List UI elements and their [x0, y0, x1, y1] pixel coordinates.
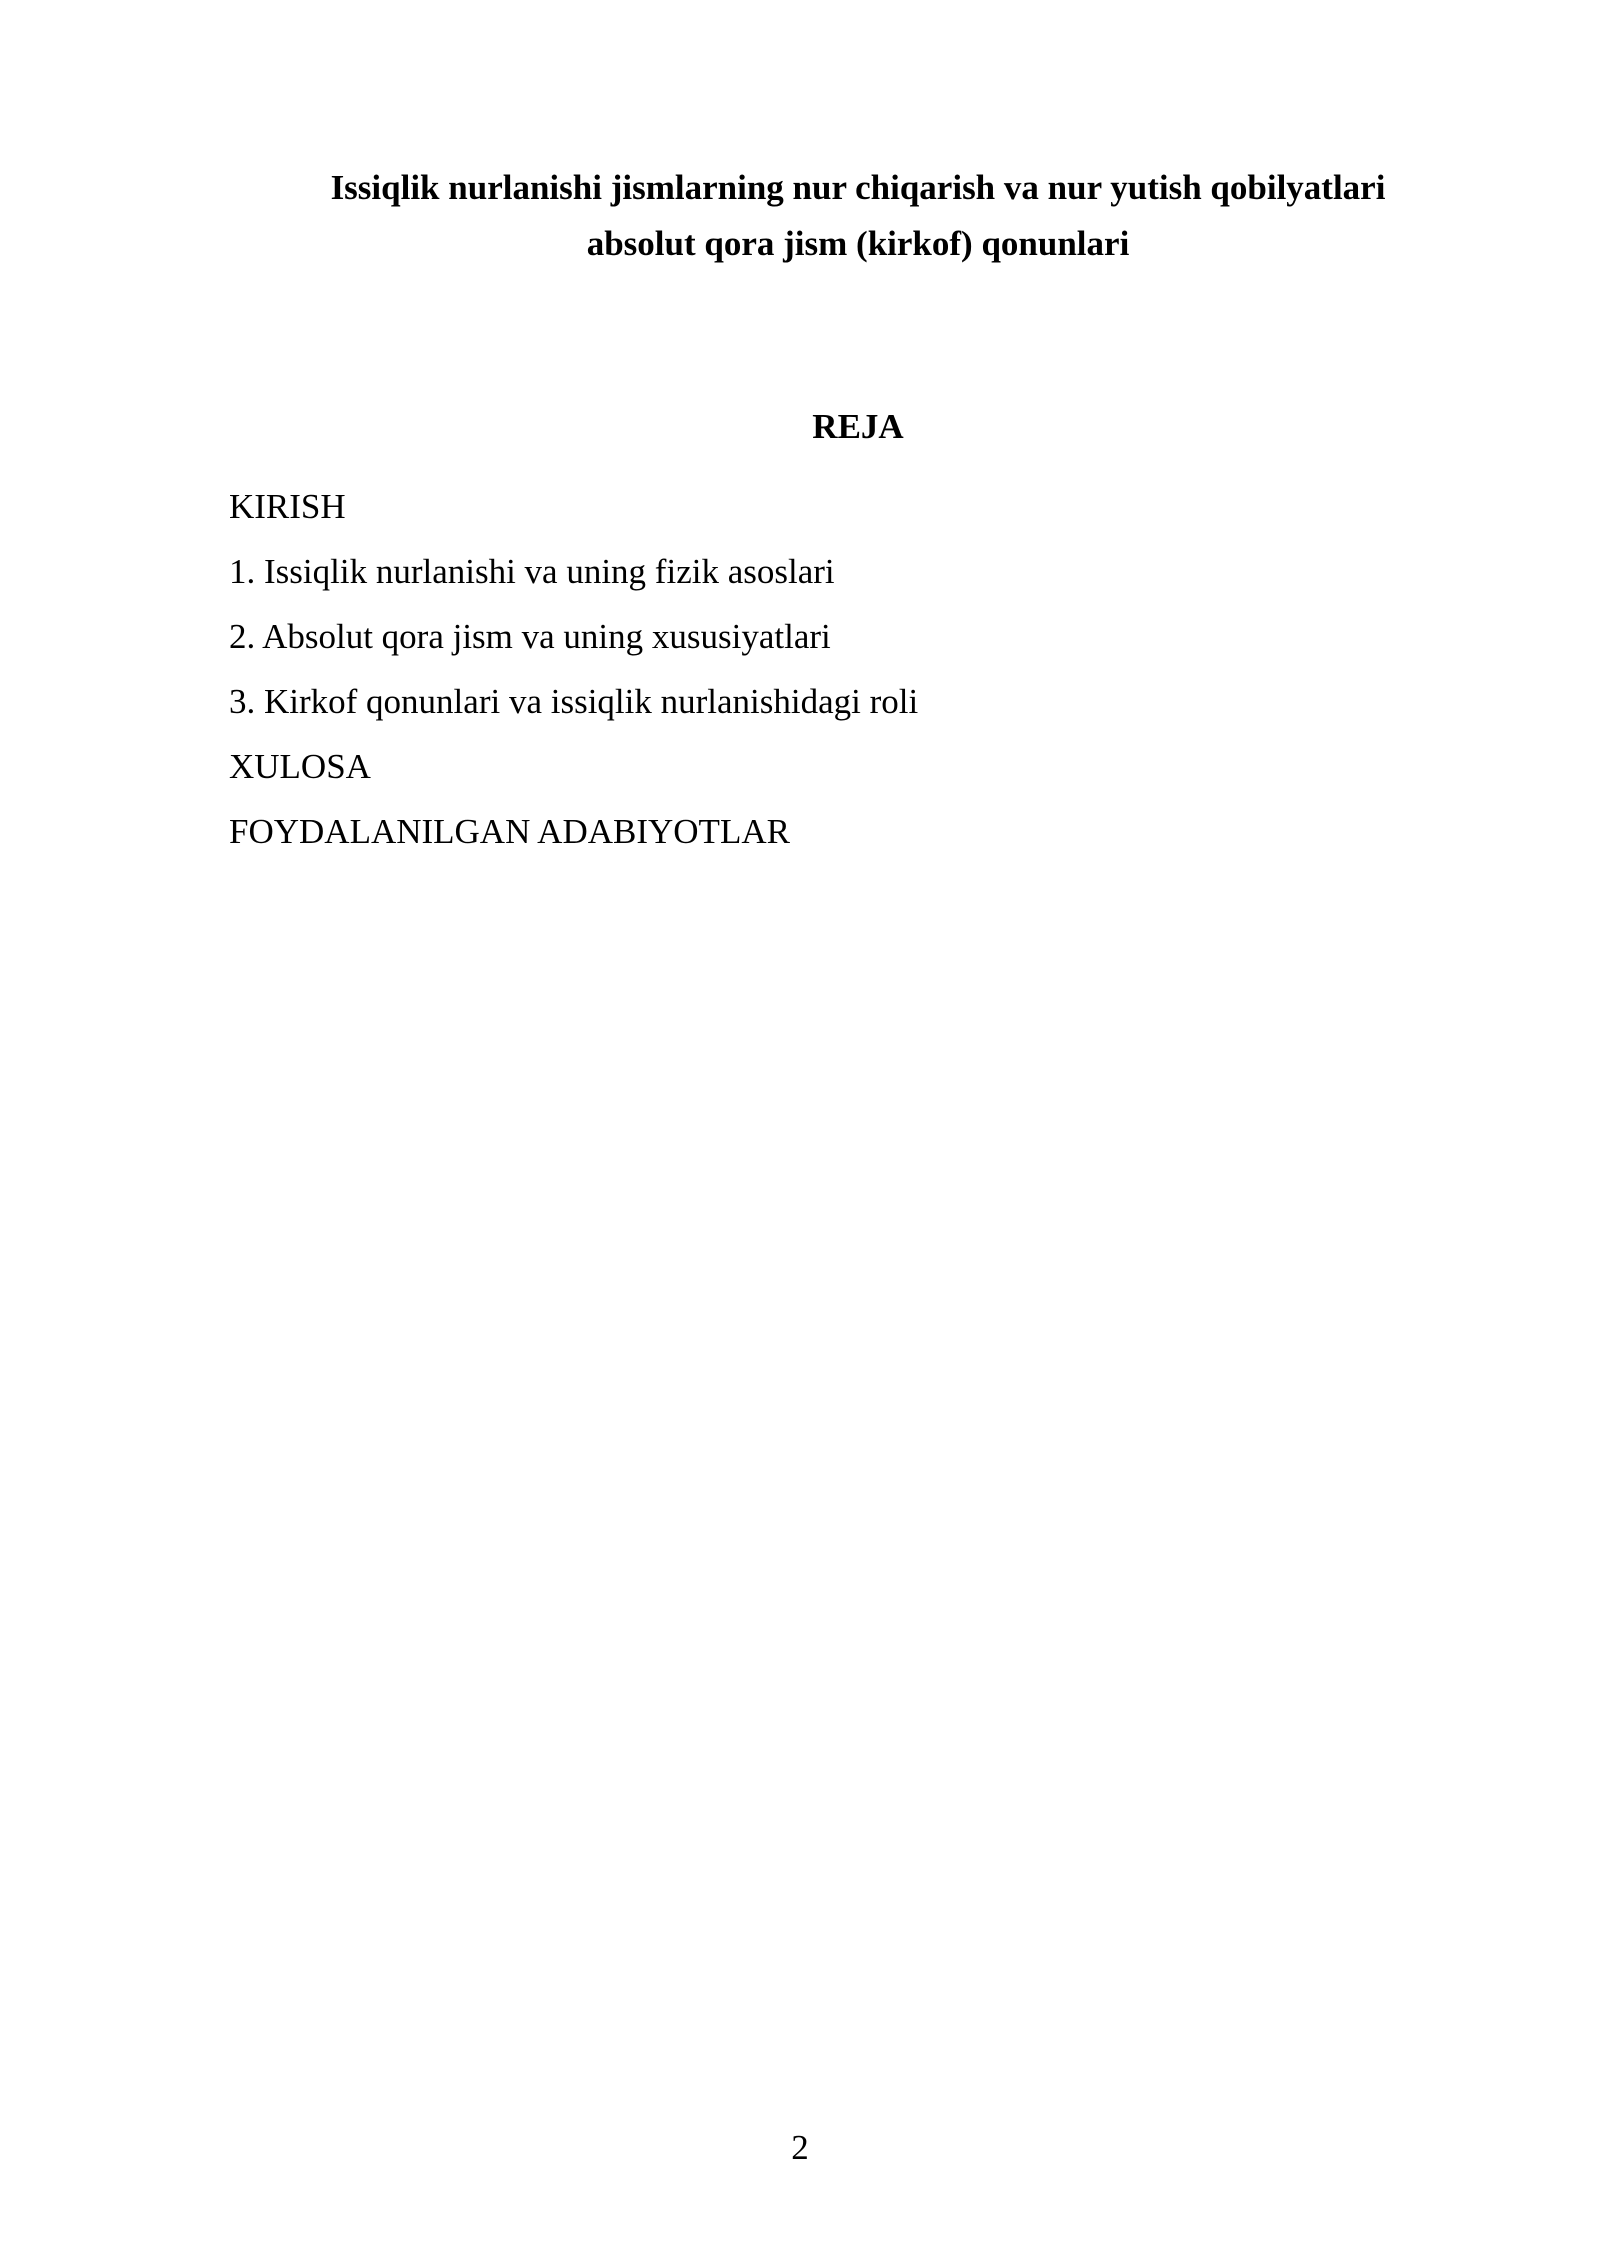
- document-title: [228, 160, 1488, 272]
- plan-item-2: 2. Absolut qora jism va uning xususiyatlari: [229, 617, 831, 656]
- plan-item-introduction: KIRISH: [229, 487, 346, 526]
- page-number: 2: [791, 2128, 809, 2167]
- plan-item-references: FOYDALANILGAN ADABIYOTLAR: [229, 812, 790, 851]
- plan-item-3: 3. Kirkof qonunlari va issiqlik nurlanishidagi roli: [229, 682, 919, 721]
- plan-item-1: 1. Issiqlik nurlanishi va uning fizik asoslari: [229, 552, 835, 591]
- plan-list: [229, 474, 918, 864]
- plan-item-conclusion: XULOSA: [229, 747, 371, 786]
- plan-heading: REJA: [812, 407, 904, 446]
- document-title-line-2: absolut qora jism (kirkof) qonunlari: [586, 224, 1130, 263]
- document-title-line-1: Issiqlik nurlanishi jismlarning nur chiqarish va nur yutish qobilyatlari: [330, 168, 1386, 207]
